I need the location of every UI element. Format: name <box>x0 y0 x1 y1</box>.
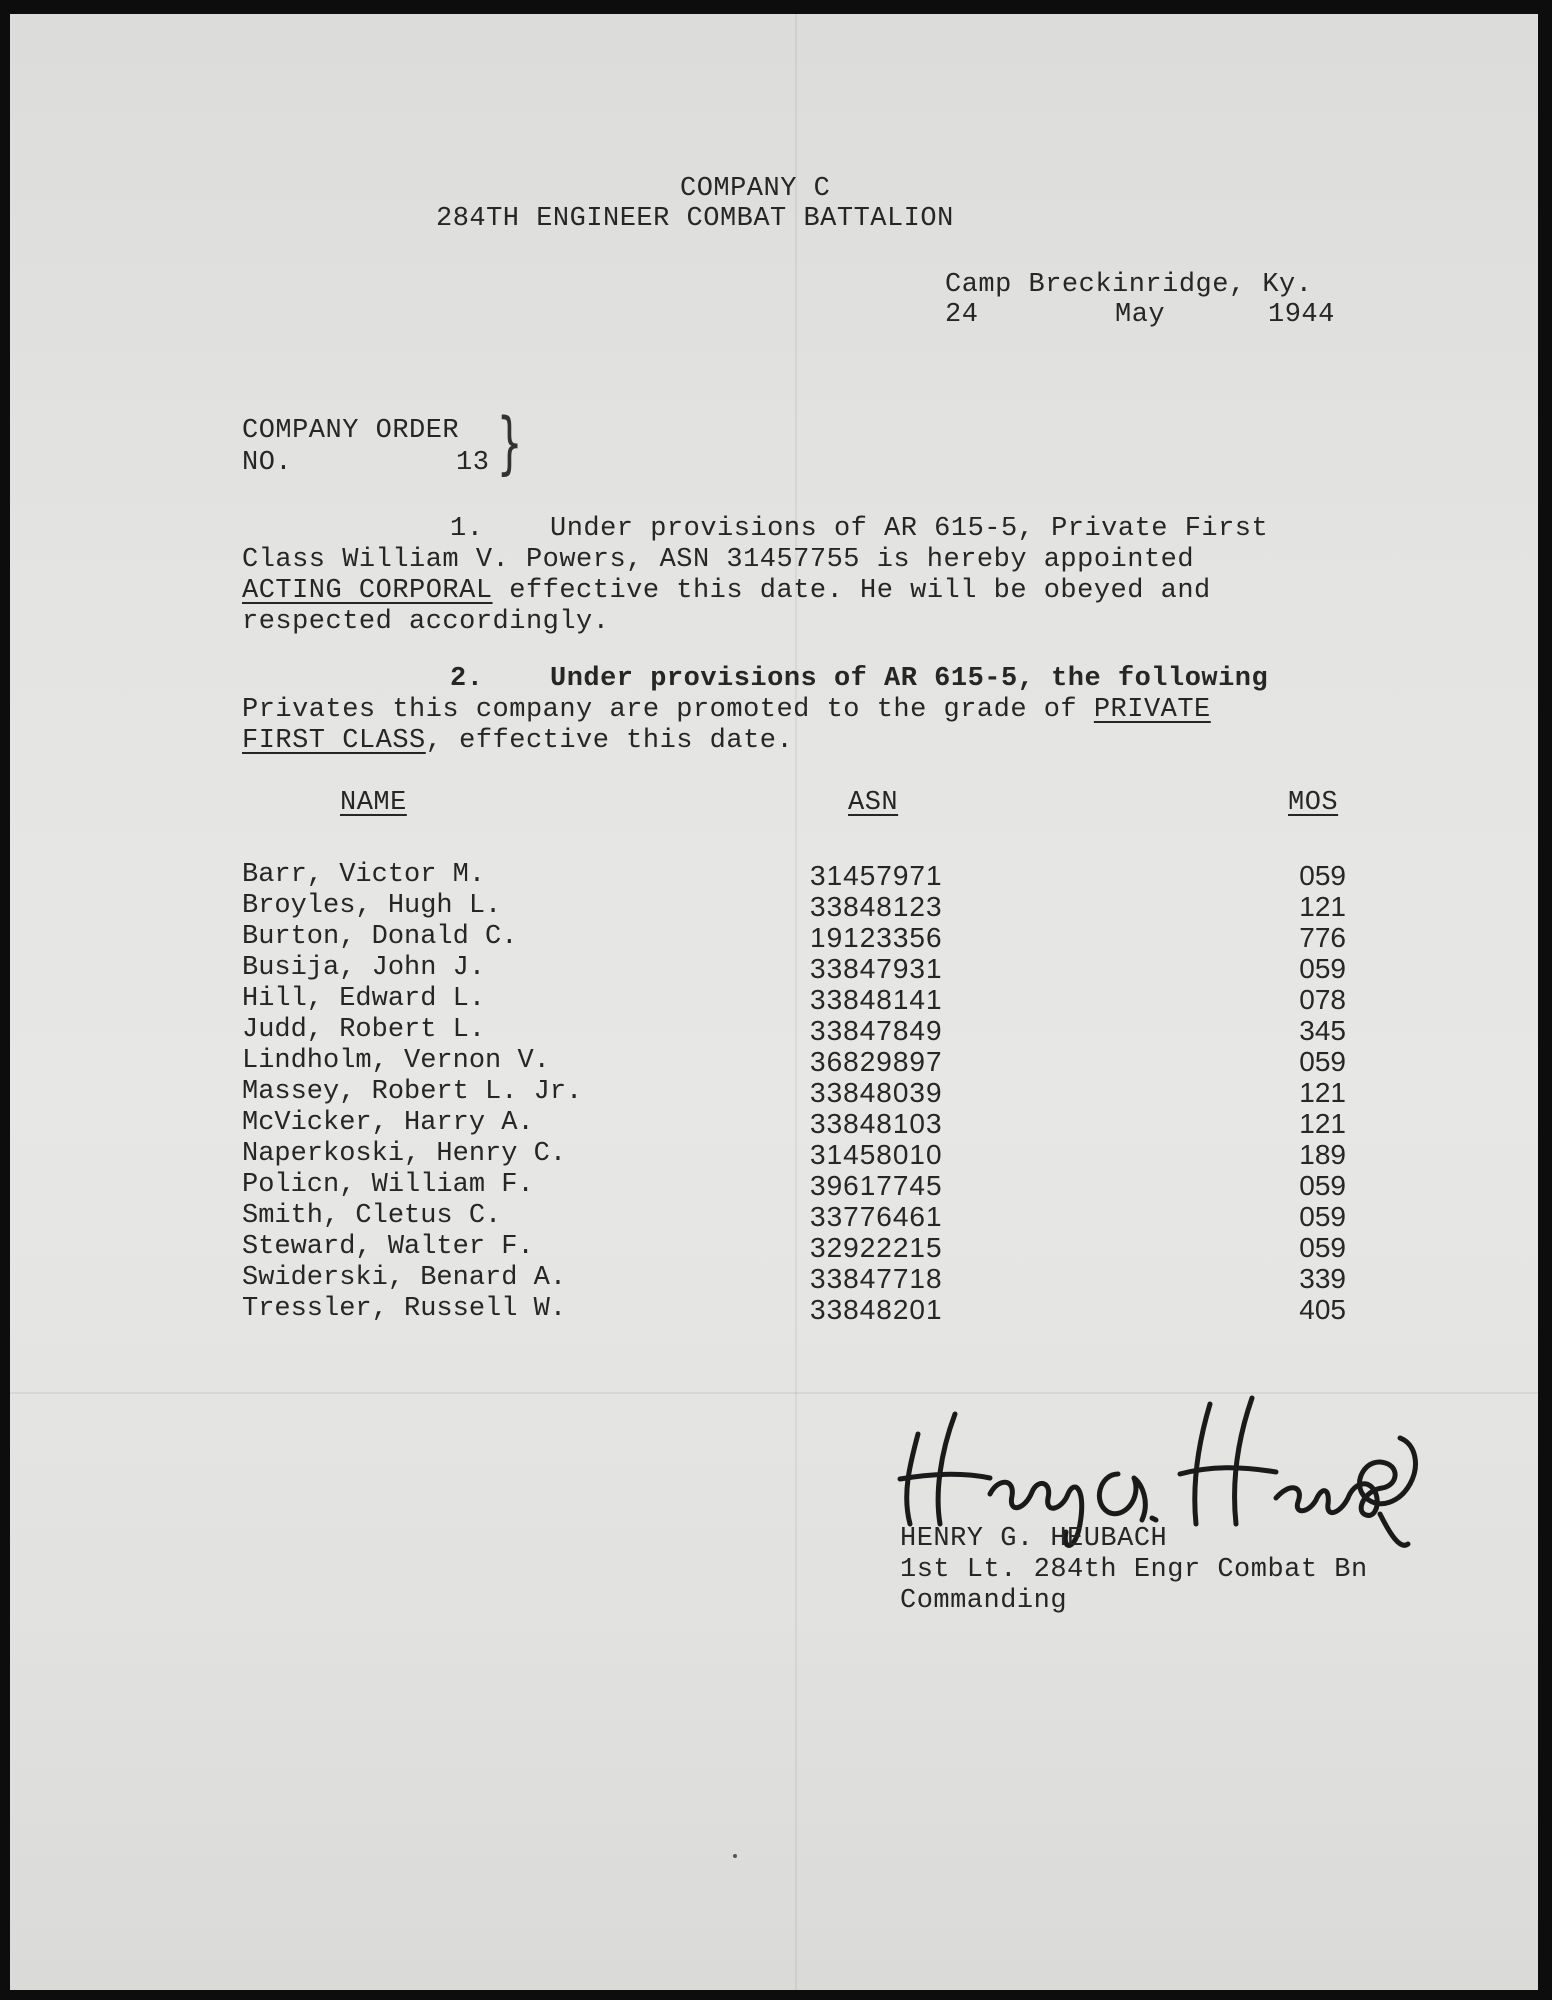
place: Camp Breckinridge, Ky. <box>945 270 1313 300</box>
table-row <box>10 922 1538 953</box>
speck <box>733 1854 737 1858</box>
row-name: Lindholm, Vernon V. <box>242 1046 550 1076</box>
paragraph-2-line-2 <box>242 697 1211 724</box>
acting-corporal-rank: ACTING CORPORAL <box>242 576 493 606</box>
row-asn: 33776461 <box>810 1201 943 1232</box>
row-asn: 33847849 <box>810 1015 943 1046</box>
private-rank: PRIVATE <box>1093 695 1211 725</box>
table-row <box>10 1046 1538 1077</box>
paragraph-1-line-1: Under provisions of AR 615-5, Private First <box>550 514 1269 544</box>
column-header-name: NAME <box>340 788 407 818</box>
row-mos: 121 <box>1299 1108 1346 1139</box>
order-label: COMPANY ORDER <box>242 416 460 446</box>
row-name: Hill, Edward L. <box>242 984 486 1014</box>
table-row <box>10 1294 1538 1325</box>
row-mos: 059 <box>1299 953 1346 984</box>
row-name: McVicker, Harry A. <box>242 1108 534 1138</box>
row-asn: 36829897 <box>810 1046 943 1077</box>
signer-role: Commanding <box>900 1586 1068 1616</box>
table-row <box>10 1170 1538 1201</box>
signer-title: 1st Lt. 284th Engr Combat Bn <box>900 1555 1368 1585</box>
row-name: Policn, William F. <box>242 1170 534 1200</box>
row-asn: 39617745 <box>810 1170 943 1201</box>
row-mos: 078 <box>1299 984 1346 1015</box>
row-mos: 339 <box>1299 1263 1346 1294</box>
row-mos: 059 <box>1299 1046 1346 1077</box>
date-month: May <box>1115 300 1166 330</box>
table-row <box>10 1015 1538 1046</box>
paragraph-1-line-3 <box>242 578 1211 605</box>
row-asn: 33848123 <box>810 891 943 922</box>
row-asn: 31457971 <box>810 860 943 891</box>
document-page <box>10 14 1538 1990</box>
row-name: Steward, Walter F. <box>242 1232 534 1262</box>
row-mos: 189 <box>1299 1139 1346 1170</box>
table-row <box>10 891 1538 922</box>
signer-name: HENRY G. HEUBACH <box>900 1524 1168 1554</box>
battalion-heading: 284TH ENGINEER COMBAT BATTALION <box>436 204 954 234</box>
row-name: Barr, Victor M. <box>242 860 486 890</box>
row-asn: 33848103 <box>810 1108 943 1139</box>
paragraph-1-line-3-rest: effective this date. He will be obeyed and <box>492 576 1211 606</box>
row-mos: 121 <box>1299 1077 1346 1108</box>
row-mos: 059 <box>1299 1232 1346 1263</box>
table-row <box>10 1108 1538 1139</box>
row-mos: 059 <box>1299 860 1346 891</box>
row-asn: 32922215 <box>810 1232 943 1263</box>
row-mos: 059 <box>1299 1201 1346 1232</box>
paragraph-2-line-3-rest: , effective this date. <box>425 726 794 756</box>
column-header-asn: ASN <box>848 788 899 818</box>
row-name: Broyles, Hugh L. <box>242 891 502 921</box>
table-row <box>10 1263 1538 1294</box>
row-mos: 405 <box>1299 1294 1346 1325</box>
paragraph-2-line-1: Under provisions of AR 615-5, the following <box>550 664 1269 694</box>
row-asn: 33847931 <box>810 953 943 984</box>
row-name: Burton, Donald C. <box>242 922 518 952</box>
table-row <box>10 953 1538 984</box>
table-row <box>10 1139 1538 1170</box>
row-name: Tressler, Russell W. <box>242 1294 567 1324</box>
table-row <box>10 984 1538 1015</box>
row-asn: 33848141 <box>810 984 943 1015</box>
row-name: Smith, Cletus C. <box>242 1201 502 1231</box>
row-name: Massey, Robert L. Jr. <box>242 1077 583 1107</box>
paragraph-1-line-4: respected accordingly. <box>242 607 610 637</box>
row-name: Busija, John J. <box>242 953 486 983</box>
table-row <box>10 1077 1538 1108</box>
order-brace: } <box>496 404 523 483</box>
row-mos: 776 <box>1299 922 1346 953</box>
row-asn: 33848039 <box>810 1077 943 1108</box>
row-mos: 121 <box>1299 891 1346 922</box>
column-header-mos: MOS <box>1288 788 1339 818</box>
paragraph-1-number: 1. <box>450 514 484 544</box>
date-year: 1944 <box>1268 300 1335 330</box>
row-asn: 19123356 <box>810 922 943 953</box>
company-heading: COMPANY C <box>680 174 831 204</box>
paragraph-2-line-2-text: Privates this company are promoted to the grade of <box>242 695 1094 725</box>
paragraph-2-number: 2. <box>450 664 484 694</box>
paragraph-1-line-2: Class William V. Powers, ASN 31457755 is hereby appointed <box>242 545 1195 575</box>
order-no-label: NO. <box>242 448 293 478</box>
row-mos: 059 <box>1299 1170 1346 1201</box>
table-row <box>10 1232 1538 1263</box>
row-name: Naperkoski, Henry C. <box>242 1139 567 1169</box>
first-class-rank: FIRST CLASS <box>242 726 426 756</box>
row-name: Judd, Robert L. <box>242 1015 486 1045</box>
table-row <box>10 860 1538 891</box>
order-number: 13 <box>456 448 490 478</box>
paragraph-2-line-3 <box>242 728 793 755</box>
row-asn: 31458010 <box>810 1139 943 1170</box>
row-mos: 345 <box>1299 1015 1346 1046</box>
row-name: Swiderski, Benard A. <box>242 1263 567 1293</box>
row-asn: 33848201 <box>810 1294 943 1325</box>
date-day: 24 <box>945 300 979 330</box>
table-row <box>10 1201 1538 1232</box>
row-asn: 33847718 <box>810 1263 943 1294</box>
